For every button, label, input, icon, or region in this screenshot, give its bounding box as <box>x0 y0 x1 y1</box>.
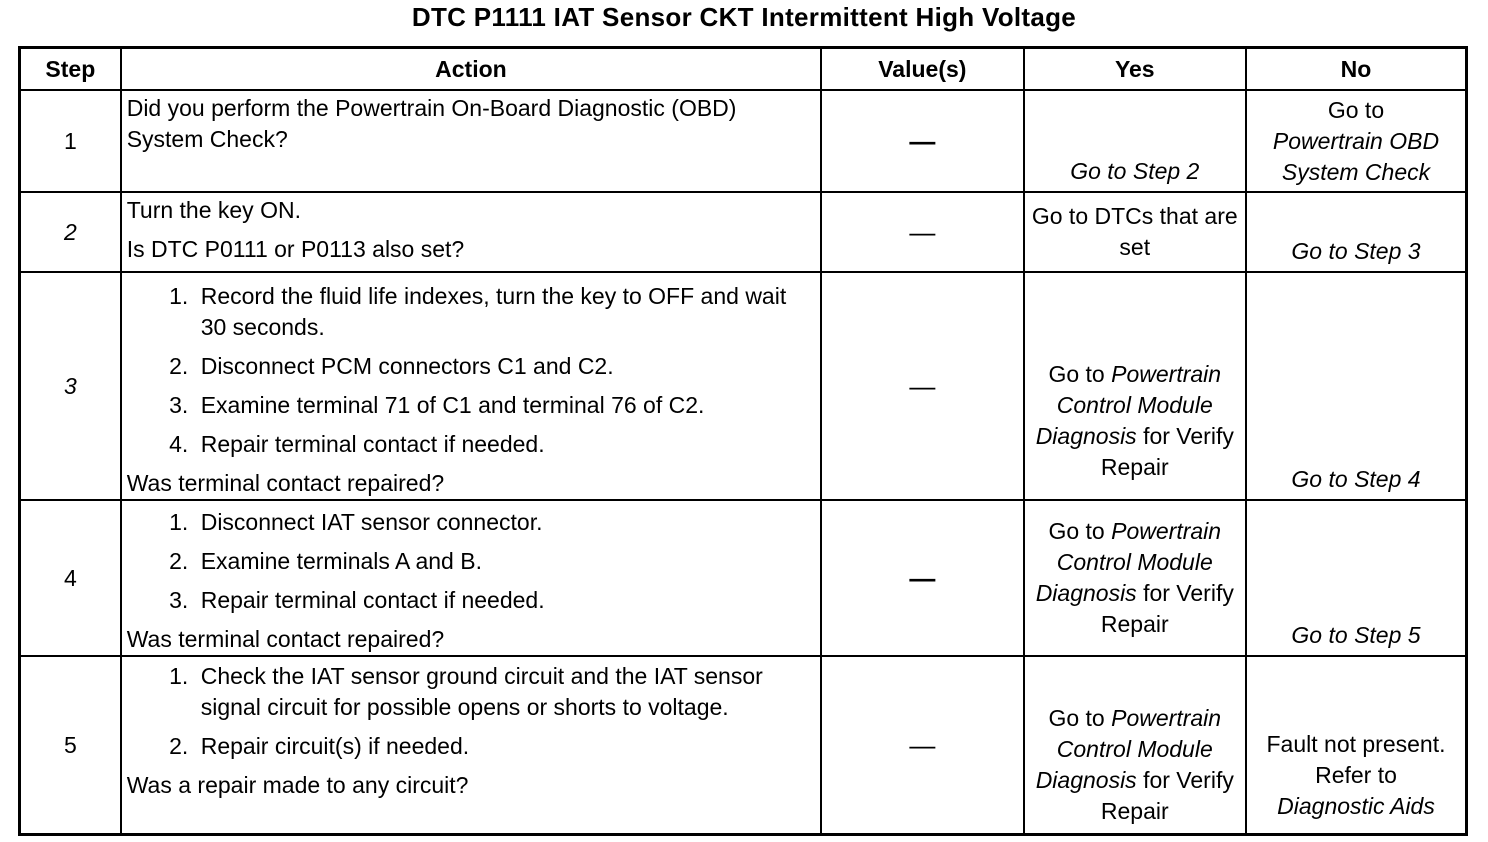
no-link[interactable]: Powertrain OBD System Check <box>1272 127 1440 185</box>
action-cell <box>121 90 821 192</box>
list-item: 3. Repair terminal contact if needed. <box>195 585 815 616</box>
yes-link[interactable]: Powertrain Control Module Diagnosis <box>1035 518 1222 607</box>
table-row <box>20 656 1467 834</box>
yes-link[interactable]: Powertrain Control Module Diagnosis <box>1035 705 1222 794</box>
step-number: 4 <box>20 500 121 656</box>
no-link[interactable]: Go to Step 3 <box>1291 238 1421 265</box>
table-row <box>20 500 1467 656</box>
value-cell: — <box>821 90 1023 192</box>
action-cell <box>121 500 821 656</box>
no-cell <box>1246 272 1467 500</box>
list-item: 1. Record the fluid life indexes, turn the key to OFF and wait 30 seconds. <box>195 281 815 343</box>
step-number: 2 <box>20 192 121 272</box>
step-number: 5 <box>20 656 121 834</box>
no-cell <box>1246 500 1467 656</box>
header-values: Value(s) <box>821 48 1023 91</box>
list-item: 1. Disconnect IAT sensor connector. <box>195 507 815 538</box>
yes-text: Go to <box>1048 705 1105 732</box>
header-action: Action <box>121 48 821 91</box>
no-link[interactable]: Diagnostic Aids <box>1277 792 1435 819</box>
list-item: 3. Examine terminal 71 of C1 and terminal 76 of C2. <box>195 390 815 421</box>
yes-cell <box>1024 500 1246 656</box>
no-cell <box>1246 656 1467 834</box>
no-cell <box>1246 90 1467 192</box>
yes-link[interactable]: Powertrain Control Module Diagnosis <box>1035 361 1222 450</box>
no-cell <box>1246 192 1467 272</box>
action-text: Turn the key ON. <box>126 197 301 224</box>
table-row <box>20 272 1467 500</box>
list-item: 2. Repair circuit(s) if needed. <box>195 731 815 762</box>
action-cell <box>121 656 821 834</box>
list-item: 4. Repair terminal contact if needed. <box>195 429 815 460</box>
value-cell: — <box>821 500 1023 656</box>
action-cell <box>121 272 821 500</box>
header-yes: Yes <box>1024 48 1246 91</box>
action-question: Was a repair made to any circuit? <box>126 772 469 799</box>
yes-text: Go to DTCs that are set <box>1031 203 1238 261</box>
no-text: Go to <box>1327 96 1385 123</box>
yes-cell <box>1024 90 1246 192</box>
action-steps-list <box>127 281 815 460</box>
table-row <box>20 90 1467 192</box>
action-cell <box>121 192 821 272</box>
value-cell: — <box>821 192 1023 272</box>
value-cell: — <box>821 272 1023 500</box>
list-item: 1. Check the IAT sensor ground circuit and the IAT sensor signal circuit for possible opens or shorts to voltage. <box>195 661 815 723</box>
header-row <box>20 48 1467 91</box>
step-number: 3 <box>20 272 121 500</box>
header-no: No <box>1246 48 1467 91</box>
action-question: Was terminal contact repaired? <box>126 626 445 653</box>
value-cell: — <box>821 656 1023 834</box>
yes-cell <box>1024 272 1246 500</box>
action-question: Was terminal contact repaired? <box>126 470 445 497</box>
yes-cell <box>1024 192 1246 272</box>
yes-text: for Verify Repair <box>1100 767 1234 825</box>
yes-link[interactable]: Go to Step 2 <box>1070 158 1200 185</box>
step-number: 1 <box>20 90 121 192</box>
list-item: 2. Examine terminals A and B. <box>195 546 815 577</box>
list-item: 2. Disconnect PCM connectors C1 and C2. <box>195 351 815 382</box>
page-title: DTC P1111 IAT Sensor CKT Intermittent High Voltage <box>411 2 1077 32</box>
diagnostic-table <box>18 46 1468 836</box>
action-text: Did you perform the Powertrain On-Board Diagnostic (OBD) System Check? <box>126 95 737 153</box>
yes-text: Go to <box>1048 361 1105 388</box>
table-row <box>20 192 1467 272</box>
yes-text: for Verify Repair <box>1100 423 1234 481</box>
header-step: Step <box>20 48 121 91</box>
no-link[interactable]: Go to Step 5 <box>1291 622 1421 649</box>
yes-cell <box>1024 656 1246 834</box>
action-question: Is DTC P0111 or P0113 also set? <box>126 236 465 263</box>
no-link[interactable]: Go to Step 4 <box>1291 466 1421 493</box>
action-steps-list <box>127 507 815 616</box>
no-text: Fault not present. Refer to <box>1266 730 1446 788</box>
yes-text: for Verify Repair <box>1100 580 1234 638</box>
action-steps-list <box>127 661 815 762</box>
yes-text: Go to <box>1048 518 1105 545</box>
